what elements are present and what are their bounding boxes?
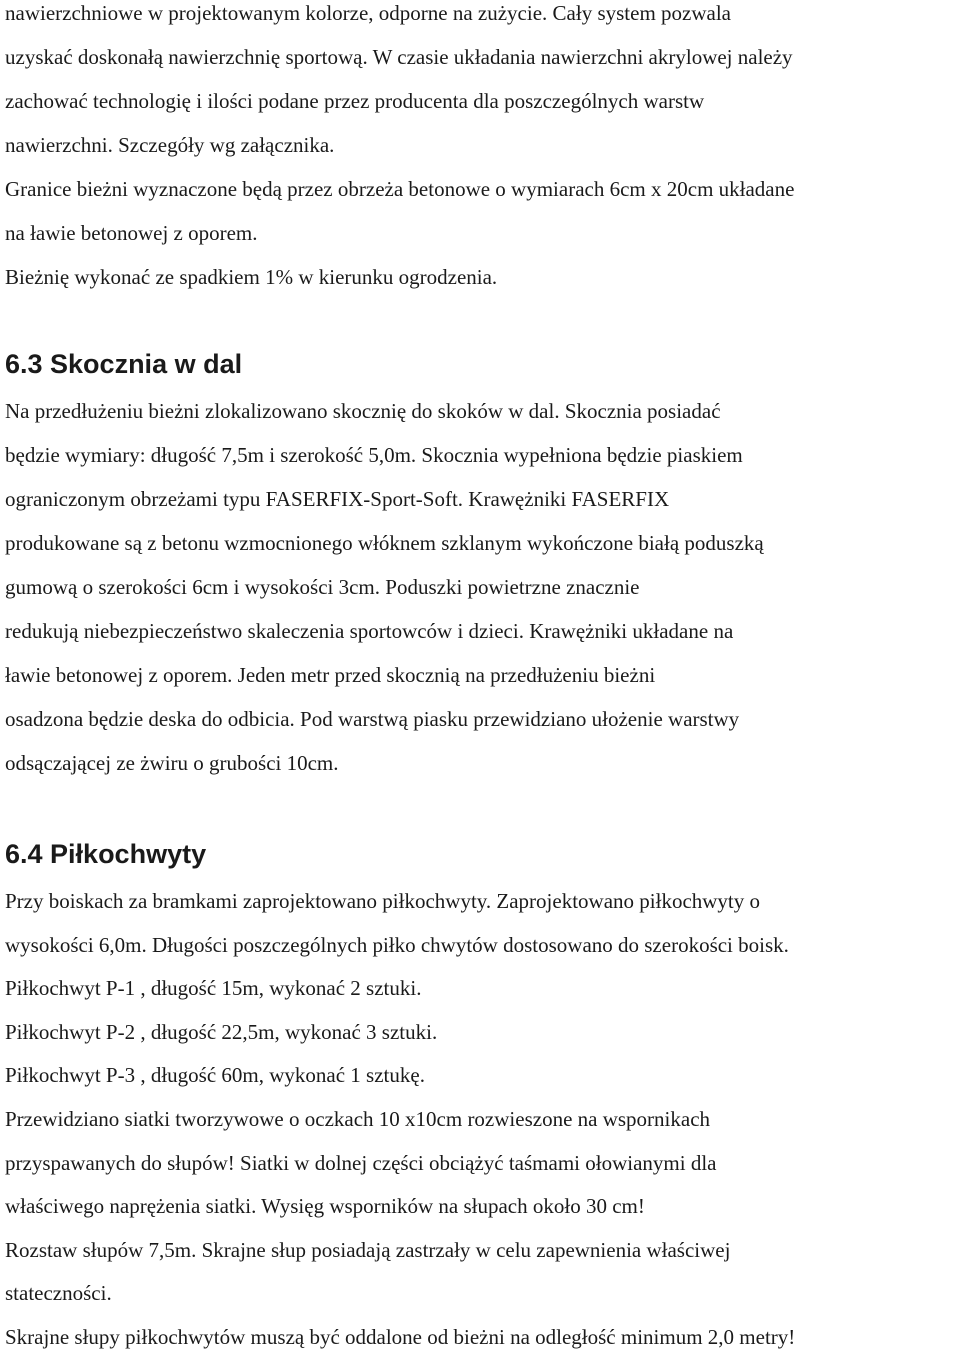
text-line: właściwego naprężenia siatki. Wysięg wsporników na słupach około 30 cm!	[5, 1194, 645, 1219]
section-heading-6-3-wrapper	[5, 342, 242, 386]
section-6-4-body	[5, 880, 795, 1360]
text-line: nawierzchni. Szczegóły wg załącznika.	[5, 133, 335, 157]
section-heading-6-4: 6.4 Piłkochwyty	[5, 839, 207, 869]
text-line: Piłkochwyt P-3 , długość 60m, wykonać 1 sztukę.	[5, 1063, 425, 1088]
text-line: Przy boiskach za bramkami zaprojektowano piłkochwyty. Zaprojektowano piłkochwyty o	[5, 889, 761, 913]
text-line: na ławie betonowej z oporem.	[5, 221, 258, 245]
text-line: Granice bieżni wyznaczone będą przez obrzeża betonowe o wymiarach 6cm x 20cm układane	[5, 177, 795, 201]
section-heading-6-4-wrapper	[5, 832, 206, 876]
section-6-3-body	[5, 389, 764, 785]
text-line: produkowane są z betonu wzmocnionego włóknem szklanym wykończone białą poduszką	[5, 531, 764, 555]
text-line: ławie betonowej z oporem. Jeden metr przed skocznią na przedłużeniu bieżni	[5, 663, 656, 687]
text-line: Skrajne słupy piłkochwytów muszą być oddalone od bieżni na odległość minimum 2,0 metry!	[5, 1324, 796, 1349]
intro-text	[5, 0, 794, 299]
text-line: Piłkochwyt P-2 , długość 22,5m, wykonać 3 sztuki.	[5, 1019, 438, 1044]
section-heading-6-3: 6.3 Skocznia w dal	[5, 349, 243, 379]
text-line: nawierzchniowe w projektowanym kolorze, odporne na zużycie. Cały system pozwala	[5, 1, 731, 25]
text-line: zachować technologię i ilości podane przez producenta dla poszczególnych warstw	[5, 89, 705, 113]
text-line: przyspawanych do słupów! Siatki w dolnej części obciążyć taśmami ołowianymi dla	[5, 1150, 717, 1175]
text-line: Bieżnię wykonać ze spadkiem 1% w kierunku ogrodzenia.	[5, 265, 498, 289]
intro-paragraphs	[5, 0, 794, 299]
section-6-4-text	[5, 880, 795, 1360]
text-line: odsączającej ze żwiru o grubości 10cm.	[5, 751, 339, 775]
text-line: ograniczonym obrzeżami typu FASERFIX-Sport-Soft. Krawężniki FASERFIX	[5, 487, 670, 511]
text-line: stateczności.	[5, 1281, 112, 1306]
text-line: Przewidziano siatki tworzywowe o oczkach 10 x10cm rozwieszone na wspornikach	[5, 1106, 711, 1131]
text-line: gumową o szerokości 6cm i wysokości 3cm. Poduszki powietrzne znacznie	[5, 575, 640, 599]
text-line: Na przedłużeniu bieżni zlokalizowano skocznię do skoków w dal. Skocznia posiadać	[5, 399, 721, 423]
section-6-3-text	[5, 389, 764, 785]
text-line: redukują niebezpieczeństwo skaleczenia sportowców i dzieci. Krawężniki układane na	[5, 619, 734, 643]
text-line: osadzona będzie deska do odbicia. Pod warstwą piasku przewidziano ułożenie warstwy	[5, 707, 740, 731]
text-line: Piłkochwyt P-1 , długość 15m, wykonać 2 sztuki.	[5, 976, 422, 1001]
text-line: będzie wymiary: długość 7,5m i szerokość 5,0m. Skocznia wypełniona będzie piaskiem	[5, 443, 743, 467]
text-line: wysokości 6,0m. Długości poszczególnych piłko chwytów dostosowano do szerokości boisk.	[5, 932, 789, 957]
text-line: uzyskać doskonałą nawierzchnię sportową. W czasie układania nawierzchni akrylowej należy	[5, 45, 793, 69]
text-line: Rozstaw słupów 7,5m. Skrajne słup posiadają zastrzały w celu zapewnienia właściwej	[5, 1237, 731, 1262]
